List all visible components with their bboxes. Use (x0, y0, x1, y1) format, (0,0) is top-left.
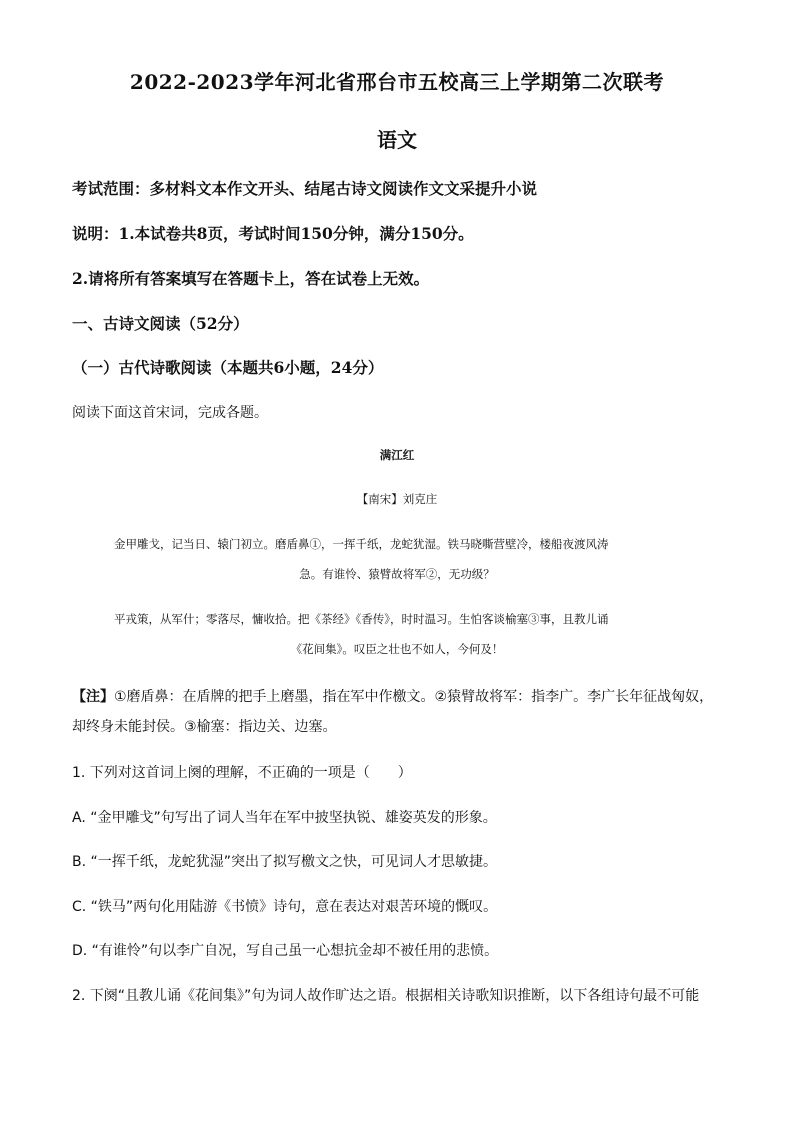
subsection-heading: （一）古代诗歌阅读（本题共6小题，24分） (72, 358, 384, 377)
poem-line: 急。有谁怜、猿臂故将军②，无功级？ (299, 567, 495, 581)
option-c: C. “铁马”两句化用陆游《书愤》诗句，意在表达对艰苦环境的慨叹。 (72, 899, 498, 915)
notes-line-1 (72, 686, 713, 706)
poem-line: 金甲雕戈，记当日、辕门初立。磨盾鼻①，一挥千纸，龙蛇犹湿。铁马晓嘶营壁冷，楼船夜渡风涛 (114, 537, 609, 551)
exam-note-2: 2.请将所有答案填写在答题卡上，答在试卷上无效。 (72, 269, 430, 288)
question-stem: 1. 下列对这首词上阕的理解，不正确的一项是（ ） (72, 765, 412, 781)
notes-line-2: 却终身未能封侯。③榆塞：指边关、边塞。 (72, 719, 337, 735)
document-title: 2022-2023学年河北省邢台市五校高三上学期第二次联考 (129, 70, 665, 94)
option-b: B. “一挥千纸，龙蛇犹湿”突出了拟写檄文之快，可见词人才思敏捷。 (72, 854, 498, 870)
exam-note-1: 说明：1.本试卷共8页，考试时间150分钟，满分150分。 (72, 224, 474, 243)
section-heading: 一、古诗文阅读（52分） (72, 314, 249, 333)
poem-author: 【南宋】刘克庄 (356, 492, 438, 506)
exam-scope: 考试范围：多材料文本作文开头、结尾古诗文阅读作文文采提升小说 (72, 179, 538, 198)
subject-title: 语文 (377, 128, 417, 152)
option-a: A. “金甲雕戈”句写出了词人当年在军中披坚执锐、雄姿英发的形象。 (72, 810, 497, 826)
poem-line: 《花间集》。叹臣之壮也不如人，今何及！ (290, 642, 504, 656)
option-d: D. “有谁怜”句以李广自况，写自己虽一心想抗金却不被任用的悲愤。 (72, 943, 499, 959)
notes-label: 【注】 (72, 689, 114, 705)
reading-instruction: 阅读下面这首宋词，完成各题。 (72, 405, 268, 421)
notes-text: ①磨盾鼻：在盾牌的把手上磨墨，指在军中作檄文。②猿臂故将军：指李广。李广长年征战匈奴， (114, 689, 714, 705)
poem-line: 平戎策，从军什；零落尽，慵收拾。把《茶经》《香传》，时时温习。生怕客谈榆塞③事，且教儿诵 (114, 612, 609, 626)
poem-title: 满江红 (379, 448, 415, 462)
question-stem: 2. 下阕“且教儿诵《花间集》”句为词人故作旷达之语。根据相关诗歌知识推断，以下各组诗句最不可能 (72, 988, 700, 1004)
